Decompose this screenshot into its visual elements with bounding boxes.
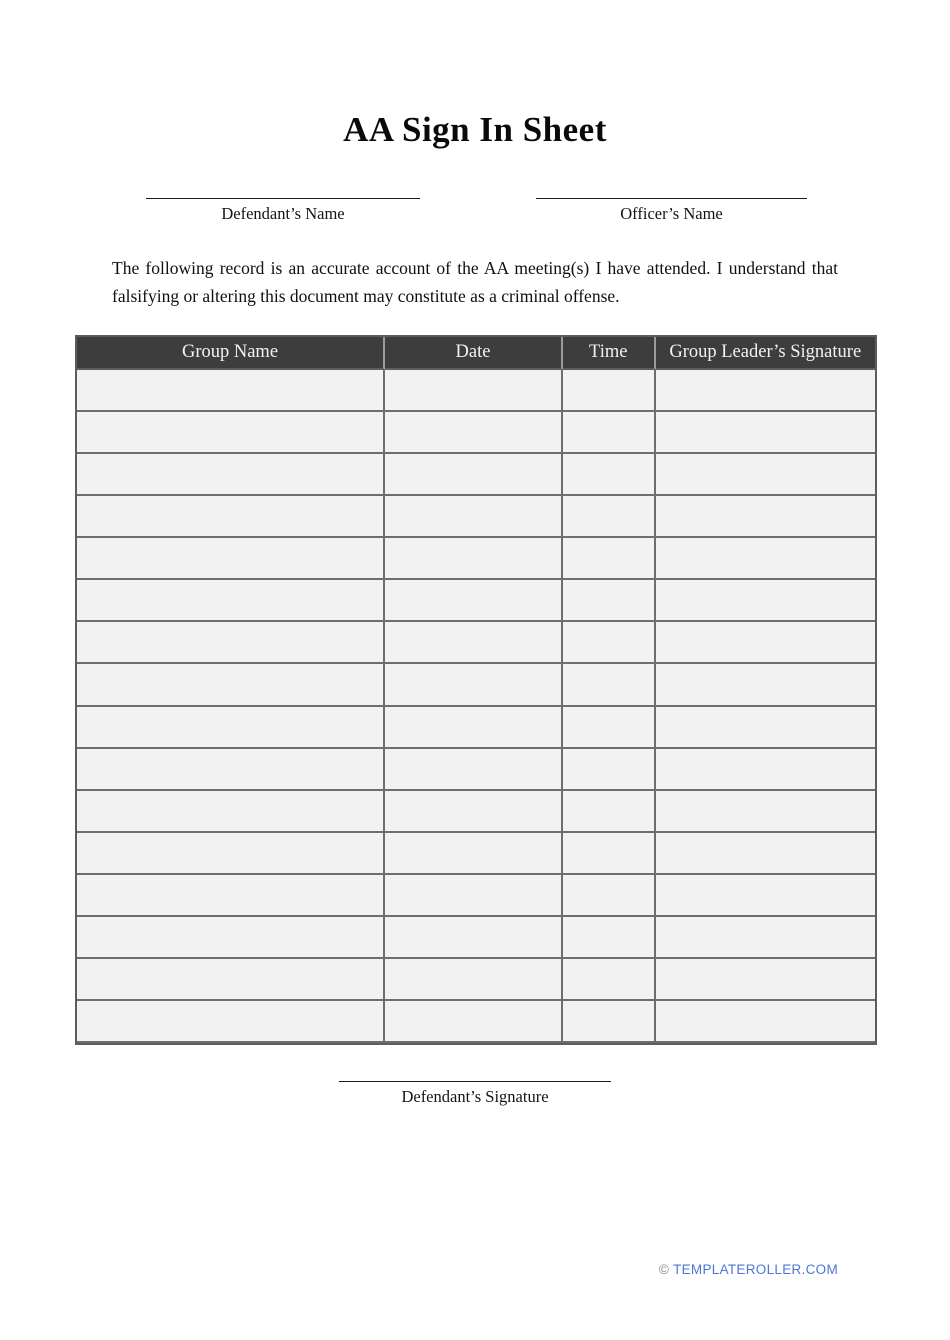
table-row — [77, 1001, 875, 1043]
empty-cell — [77, 538, 385, 580]
empty-cell — [77, 917, 385, 959]
empty-cell — [385, 538, 563, 580]
column-header-group-leader-s-signature: Group Leader’s Signature — [656, 337, 875, 370]
empty-cell — [385, 664, 563, 706]
table-row — [77, 538, 875, 580]
empty-cell — [77, 959, 385, 1001]
empty-cell — [656, 875, 875, 917]
empty-cell — [563, 370, 656, 412]
empty-cell — [77, 370, 385, 412]
empty-cell — [77, 791, 385, 833]
empty-cell — [77, 833, 385, 875]
empty-cell — [563, 496, 656, 538]
empty-cell — [77, 622, 385, 664]
empty-cell — [656, 959, 875, 1001]
table-row — [77, 454, 875, 496]
empty-cell — [656, 412, 875, 454]
copyright-symbol: © — [658, 1262, 670, 1277]
empty-cell — [385, 959, 563, 1001]
table-row — [77, 875, 875, 917]
empty-cell — [77, 496, 385, 538]
empty-cell — [563, 538, 656, 580]
empty-cell — [77, 580, 385, 622]
empty-cell — [385, 580, 563, 622]
empty-cell — [563, 791, 656, 833]
empty-cell — [656, 833, 875, 875]
defendant-name-label: Defendant’s Name — [221, 204, 345, 223]
empty-cell — [385, 496, 563, 538]
empty-cell — [563, 664, 656, 706]
top-signature-row — [0, 198, 950, 224]
empty-cell — [656, 707, 875, 749]
defendant-signature-field — [339, 1081, 611, 1107]
officer-name-line — [536, 198, 807, 199]
empty-cell — [563, 749, 656, 791]
empty-cell — [77, 664, 385, 706]
table-row — [77, 791, 875, 833]
column-header-date: Date — [385, 337, 563, 370]
officer-name-label: Officer’s Name — [620, 204, 723, 223]
empty-cell — [385, 412, 563, 454]
empty-cell — [563, 875, 656, 917]
defendant-signature-line — [339, 1081, 611, 1082]
empty-cell — [385, 707, 563, 749]
empty-cell — [77, 1001, 385, 1043]
empty-cell — [563, 959, 656, 1001]
table-row — [77, 370, 875, 412]
empty-cell — [656, 749, 875, 791]
officer-name-field — [536, 198, 807, 224]
empty-cell — [563, 1001, 656, 1043]
table-row — [77, 707, 875, 749]
empty-cell — [563, 707, 656, 749]
empty-cell — [563, 917, 656, 959]
table-row — [77, 749, 875, 791]
empty-cell — [385, 749, 563, 791]
column-header-time: Time — [563, 337, 656, 370]
column-header-group-name: Group Name — [77, 337, 385, 370]
table-row — [77, 412, 875, 454]
empty-cell — [385, 622, 563, 664]
empty-cell — [385, 791, 563, 833]
defendant-name-line — [146, 198, 420, 199]
table-row — [77, 959, 875, 1001]
empty-cell — [656, 791, 875, 833]
empty-cell — [656, 580, 875, 622]
footer — [659, 1262, 838, 1277]
empty-cell — [563, 622, 656, 664]
table-row — [77, 580, 875, 622]
table-header-row — [77, 337, 875, 370]
empty-cell — [563, 580, 656, 622]
empty-cell — [656, 496, 875, 538]
empty-cell — [563, 412, 656, 454]
empty-cell — [656, 1001, 875, 1043]
defendant-name-field — [146, 198, 420, 224]
empty-cell — [656, 370, 875, 412]
defendant-signature-label: Defendant’s Signature — [401, 1087, 549, 1106]
document-page — [0, 110, 950, 1340]
empty-cell — [656, 917, 875, 959]
empty-cell — [385, 917, 563, 959]
empty-cell — [77, 749, 385, 791]
empty-cell — [77, 454, 385, 496]
empty-cell — [385, 875, 563, 917]
empty-cell — [656, 622, 875, 664]
empty-cell — [77, 875, 385, 917]
empty-cell — [563, 833, 656, 875]
empty-cell — [656, 664, 875, 706]
empty-cell — [656, 454, 875, 496]
empty-cell — [385, 833, 563, 875]
empty-cell — [385, 454, 563, 496]
table-row — [77, 496, 875, 538]
empty-cell — [656, 538, 875, 580]
empty-cell — [563, 454, 656, 496]
empty-cell — [77, 412, 385, 454]
table-row — [77, 622, 875, 664]
empty-cell — [385, 1001, 563, 1043]
table-row — [77, 833, 875, 875]
empty-cell — [77, 707, 385, 749]
templateroller-link[interactable]: TEMPLATEROLLER.COM — [673, 1262, 838, 1277]
empty-cell — [385, 370, 563, 412]
table-row — [77, 917, 875, 959]
page-title: AA Sign In Sheet — [343, 110, 607, 149]
sign-in-table — [75, 335, 877, 1045]
table-row — [77, 664, 875, 706]
intro-paragraph: The following record is an accurate account of the AA meeting(s) I have attended. I understand that falsifying or altering this document may constitute as a criminal offense. — [112, 258, 838, 306]
